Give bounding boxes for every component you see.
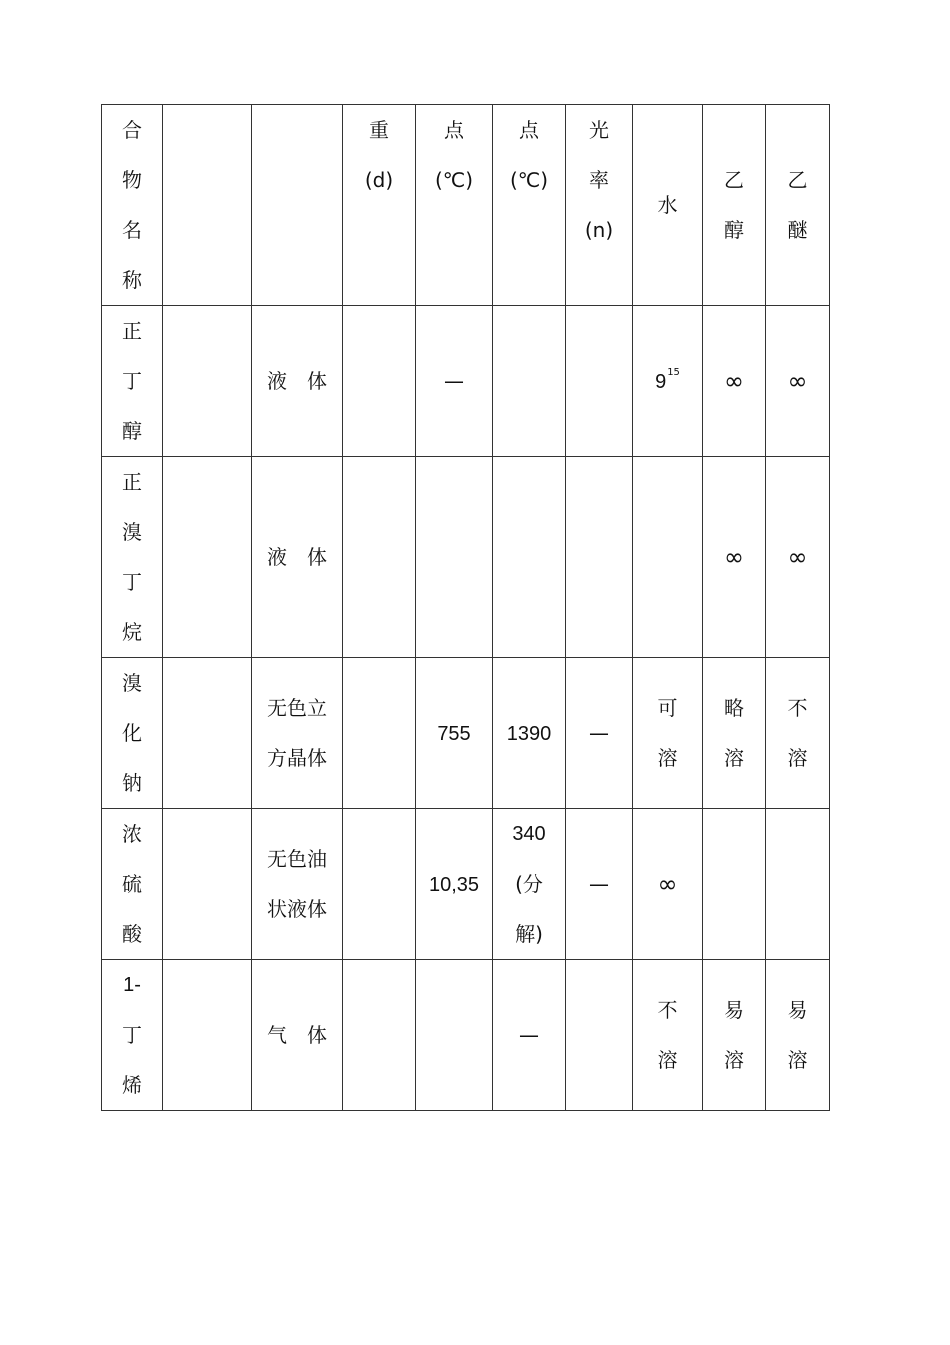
row-melting: [416, 306, 493, 457]
row-boiling: [493, 809, 566, 960]
row-ether: [766, 960, 830, 1111]
header-ethanol: [703, 105, 766, 306]
row-state-line: 方晶体: [267, 746, 327, 770]
row-melting: [416, 809, 493, 960]
row-name: [102, 306, 163, 457]
row-density: [343, 809, 416, 960]
row-name-char: 浓: [122, 822, 142, 846]
row-density: [343, 306, 416, 457]
row-ether: [766, 306, 830, 457]
row-melting-value: 10,35: [428, 873, 480, 896]
header-melting-unit: (℃): [434, 168, 474, 192]
row-state-line: 状液体: [267, 897, 327, 921]
header-blank-1: [163, 105, 252, 306]
table-row: [102, 306, 830, 457]
row-density: [343, 457, 416, 658]
table-row: [102, 457, 830, 658]
row-state: [252, 306, 343, 457]
row-ethanol: [703, 306, 766, 457]
header-ether: [766, 105, 830, 306]
table-row: [102, 960, 830, 1111]
row-ether: [766, 457, 830, 658]
row-ethanol: [703, 658, 766, 809]
row-ethanol-value: ∞: [724, 542, 744, 571]
row-name-char: 醇: [122, 419, 142, 443]
header-boiling-unit: (℃): [509, 168, 549, 192]
row-boiling-line: 解): [515, 922, 543, 946]
row-blank: [163, 960, 252, 1111]
row-boiling: [493, 960, 566, 1111]
row-refraction: [566, 457, 633, 658]
row-water-char: 溶: [657, 746, 678, 770]
header-melting-char: 点: [444, 118, 464, 142]
row-water-value: 9: [655, 370, 667, 393]
row-name: [102, 960, 163, 1111]
row-state-line: 无色油: [267, 847, 327, 871]
row-state-text: 液 体: [267, 545, 327, 569]
header-refraction-unit: (n): [584, 218, 614, 242]
row-name-char: 烯: [122, 1073, 142, 1097]
row-name: [102, 457, 163, 658]
row-name-char: 正: [122, 319, 142, 343]
row-water-char: 溶: [657, 1048, 678, 1072]
row-boiling: [493, 306, 566, 457]
header-row: [102, 105, 830, 306]
row-name-char: 钠: [122, 771, 142, 795]
row-water: [633, 809, 703, 960]
row-water-value: ∞: [657, 869, 678, 898]
header-refraction-char: 光: [589, 118, 609, 142]
row-name-char: 化: [122, 721, 142, 745]
row-name-char: 丁: [122, 369, 142, 393]
row-water: [633, 960, 703, 1111]
row-boiling-value: —: [519, 1023, 539, 1047]
header-water: [633, 105, 703, 306]
row-name-char: 硫: [122, 872, 142, 896]
row-blank: [163, 306, 252, 457]
row-name-char: 正: [122, 470, 142, 494]
row-state-text: 气 体: [267, 1023, 327, 1047]
header-blank-2: [252, 105, 343, 306]
row-state: [252, 960, 343, 1111]
row-refraction: [566, 658, 633, 809]
row-ethanol: [703, 457, 766, 658]
row-refraction-value: —: [589, 721, 609, 745]
header-density-char: 重: [369, 118, 389, 142]
row-name: [102, 658, 163, 809]
row-ethanol-char: 易: [724, 998, 744, 1022]
row-state: [252, 658, 343, 809]
row-melting-value: 755: [437, 722, 471, 745]
row-state-text: 液 体: [267, 369, 327, 393]
header-density-unit: (d): [364, 168, 394, 192]
header-ether-char: 乙: [787, 168, 808, 192]
header-ethanol-char: 乙: [724, 168, 744, 192]
row-blank: [163, 809, 252, 960]
row-name-char: 烷: [122, 620, 142, 644]
row-ether-char: 溶: [787, 746, 808, 770]
row-refraction: [566, 809, 633, 960]
row-refraction-value: —: [589, 872, 609, 896]
row-water-char: 可: [657, 696, 678, 720]
header-ethanol-char: 醇: [724, 218, 744, 242]
row-water: [633, 658, 703, 809]
row-name: [102, 809, 163, 960]
row-boiling: [493, 457, 566, 658]
row-ether: [766, 809, 830, 960]
row-blank: [163, 658, 252, 809]
row-ethanol: [703, 960, 766, 1111]
row-name-char: 溴: [122, 671, 142, 695]
row-name-char: 1-: [123, 974, 141, 996]
row-ether-char: 易: [787, 998, 808, 1022]
row-water: [633, 306, 703, 457]
row-melting: [416, 960, 493, 1111]
header-boiling-char: 点: [519, 118, 539, 142]
header-name-char: 物: [122, 168, 142, 192]
row-refraction: [566, 960, 633, 1111]
row-state: [252, 809, 343, 960]
properties-table: [101, 104, 830, 1111]
header-ether-char: 醚: [787, 218, 808, 242]
row-name-char: 丁: [122, 1023, 142, 1047]
header-refraction: [566, 105, 633, 306]
row-refraction: [566, 306, 633, 457]
row-melting: [416, 658, 493, 809]
row-ether-value: ∞: [787, 366, 808, 395]
row-blank: [163, 457, 252, 658]
row-density: [343, 960, 416, 1111]
row-boiling-value: 1390: [506, 722, 552, 745]
table-row: [102, 809, 830, 960]
row-ethanol-char: 略: [724, 696, 744, 720]
row-density: [343, 658, 416, 809]
row-state: [252, 457, 343, 658]
row-ethanol-char: 溶: [724, 1048, 744, 1072]
row-water-superscript: 15: [667, 366, 680, 378]
row-boiling-line: (分: [515, 872, 543, 896]
header-water-label: 水: [657, 193, 678, 217]
row-melting: [416, 457, 493, 658]
header-name: [102, 105, 163, 306]
header-name-char: 称: [122, 268, 142, 292]
row-state-line: 无色立: [267, 696, 327, 720]
header-refraction-char: 率: [589, 168, 609, 192]
row-name-char: 溴: [122, 520, 142, 544]
header-name-char: 名: [122, 218, 142, 242]
row-water-char: 不: [657, 998, 678, 1022]
row-ethanol: [703, 809, 766, 960]
row-ethanol-char: 溶: [724, 746, 744, 770]
row-ether-value: ∞: [787, 542, 808, 571]
header-melting: [416, 105, 493, 306]
row-boiling: [493, 658, 566, 809]
row-melting-value: —: [444, 369, 464, 393]
row-water: [633, 457, 703, 658]
header-boiling: [493, 105, 566, 306]
row-ethanol-value: ∞: [724, 366, 744, 395]
table-row: [102, 658, 830, 809]
row-name-char: 丁: [122, 570, 142, 594]
header-name-char: 合: [122, 118, 142, 142]
row-name-char: 酸: [122, 922, 142, 946]
row-ether: [766, 658, 830, 809]
row-boiling-line: 340: [512, 823, 546, 845]
row-ether-char: 不: [787, 696, 808, 720]
header-density: [343, 105, 416, 306]
row-ether-char: 溶: [787, 1048, 808, 1072]
